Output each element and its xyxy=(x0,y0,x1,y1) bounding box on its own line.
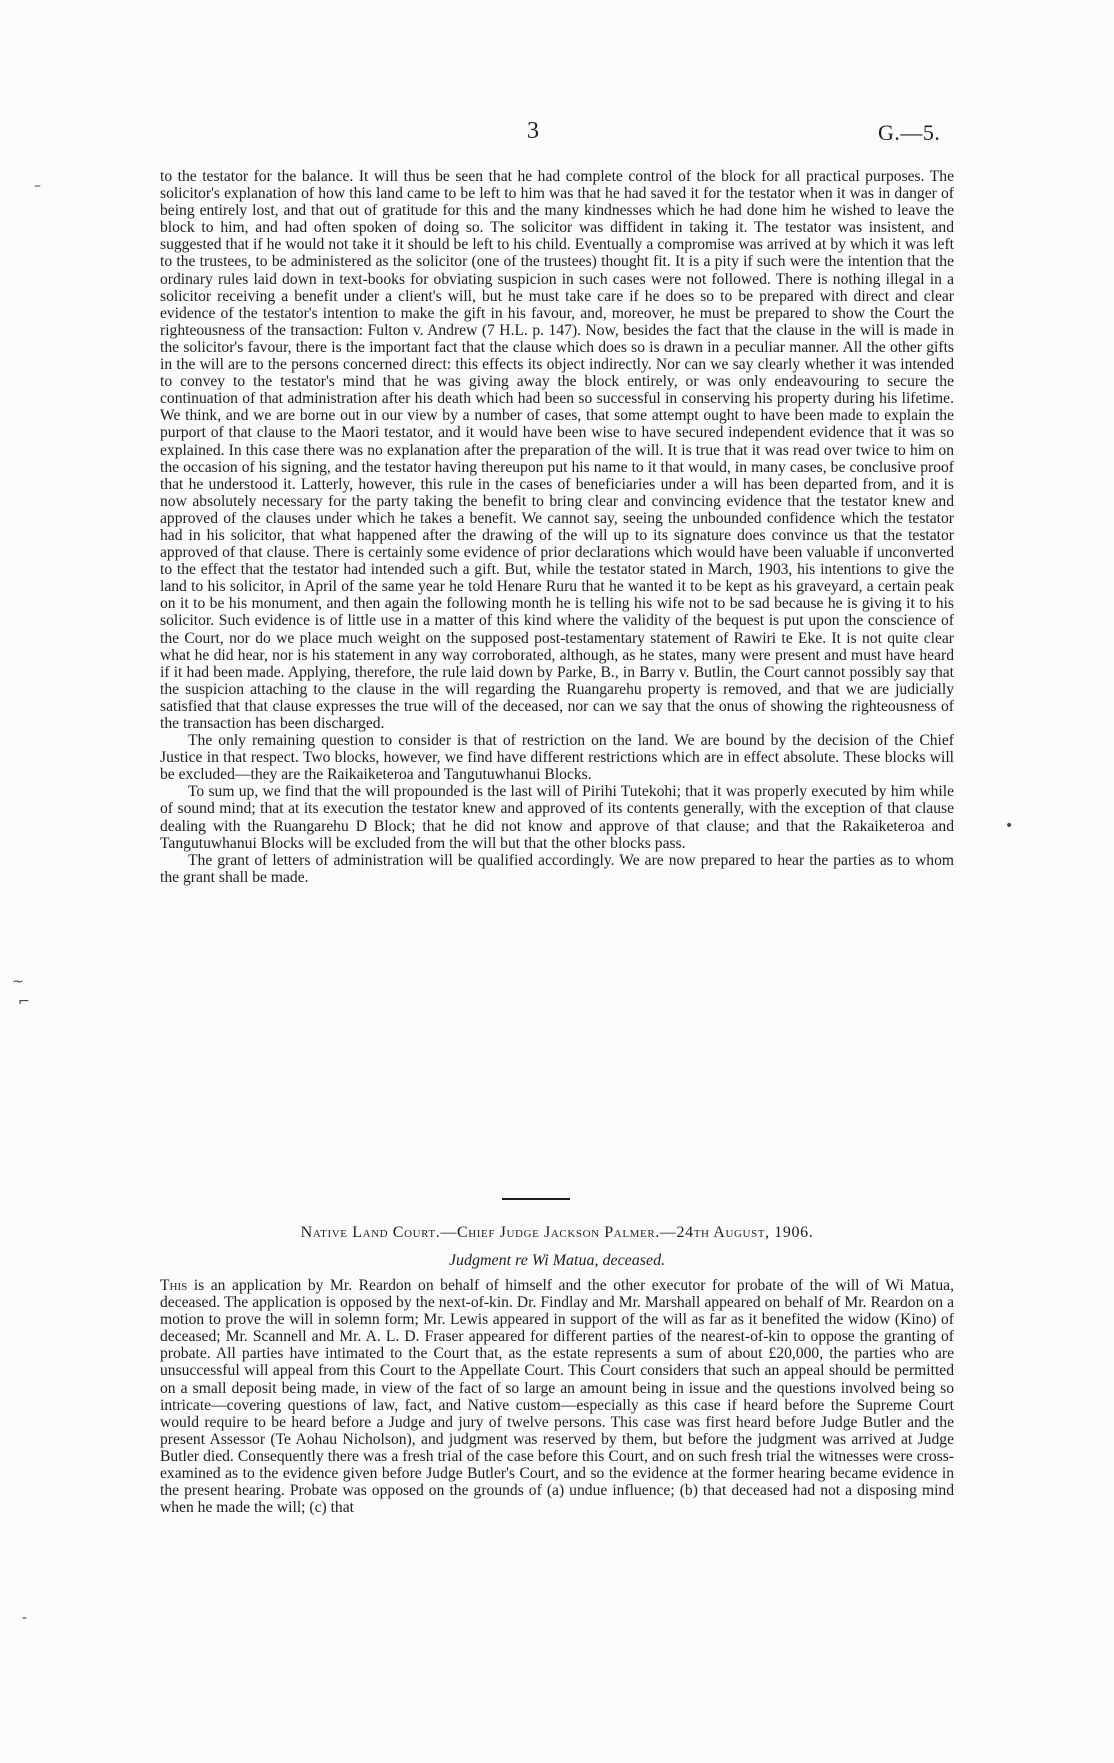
page-number: 3 xyxy=(527,118,539,144)
margin-mark: • xyxy=(1005,818,1014,834)
judgment-body xyxy=(160,1277,954,1516)
margin-mark: – xyxy=(34,178,41,194)
paragraph xyxy=(160,1277,954,1516)
margin-mark: ~ xyxy=(12,974,24,990)
paragraph-text: is an application by Mr. Reardon on behalf of himself and the other executor for probate of the will of Wi Matua, deceased. The application is opposed by the next-of-kin. Dr. Findlay and Mr. Marshall appeared on behalf of Mr. Reardon on a motion to prove the will in solemn form; Mr. Lewis appeared in support of the will as far as it benefited the widow (Kino) of deceased; Mr. Scannell and Mr. A. L. D. Fraser appeared for different parties of the nearest-of-kin to oppose the granting of probate. All parties have intimated to the Court that, as the estate represents a sum of about £20,000, the parties who are unsuccessful will appeal from this Court to the Appellate Court. This Court considers that such an appeal should be permitted on a small deposit being made, in view of the fact of so large an amount being in issue and the questions involved being so intricate—covering questions of law, fact, and Native custom—especially as this case if heard before the Supreme Court would require to be heard before a Judge and jury of twelve persons. This case was first heard before Judge Butler and the present Assessor (Te Aohau Nicholson), and judgment was reserved by them, but before the judgment was arrived at Judge Butler died. Consequently there was a fresh trial of the case before this Court, and on such fresh trial the witnesses were cross-examined as to the evidence given before Judge Butler's Court, and so the evidence at the former hearing became evidence in the present hearing. Probate was opposed on the grounds of (a) undue influence; (b) that deceased had not a disposing mind when he made the will; (c) that xyxy=(160,1277,955,1517)
section-divider xyxy=(502,1198,570,1200)
lead-word: This xyxy=(160,1277,188,1294)
judgment-continuation xyxy=(160,168,954,886)
margin-mark: ⌐ xyxy=(18,994,30,1010)
document-reference: G.—5. xyxy=(878,120,941,145)
paragraph: The only remaining question to consider is that of restriction on the land. We are bound by the decision of the Chief Justice in that respect. Two blocks, however, we find have different restrictions which are in effect absolute. These blocks will be excluded—they are the Raikaiketeroa and Tangutuwhanui Blocks. xyxy=(160,732,954,784)
margin-mark: - xyxy=(22,1610,28,1626)
paragraph: To sum up, we find that the will propounded is the last will of Pirihi Tutekohi; that it was properly executed by him while of sound mind; that at its execution the testator knew and approved of its contents generally, with the exception of that clause dealing with the Ruangarehu D Block; that he did not know and approve of that clause; and that the Rakaiketeroa and Tangutuwhanui Blocks will be excluded from the will but that the other blocks pass. xyxy=(160,783,954,852)
paragraph: The grant of letters of administration will be qualified accordingly. We are now prepared to hear the parties as to whom the grant shall be made. xyxy=(160,851,954,886)
judgment-title: Judgment re Wi Matua, deceased. xyxy=(448,1252,666,1269)
court-heading: Native Land Court.—Chief Judge Jackson Palmer.—24th August, 1906. xyxy=(300,1224,814,1241)
paragraph: to the testator for the balance. It will thus be seen that he had complete control of the block for all practical purposes. The solicitor's explanation of how this land came to be left to him was that he had saved it for the testator when it was in danger of being entirely lost, and that out of gratitude for this and the many kindnesses which he had done him he wished to leave the block to him, and had often spoken of doing so. The solicitor was diffident in taking it. The testator was insistent, and suggested that if he would not take it it should be left to his child. Eventually a compromise was arrived at by which it was left to the trustees, to be administered as the solicitor (one of the trustees) thought fit. It is a pity if such were the intention that the ordinary rules laid down in text-books for obviating suspicion in such cases were not followed. There is nothing illegal in a solicitor receiving a benefit under a client's will, but he must take care if he does so to be prepared with direct and clear evidence of the testator's intention to make the gift in his favour, and, moreover, he must be prepared to show the Court the righteousness of the transaction: Fulton v. Andrew (7 H.L. p. 147). Now, besides the fact that the clause in the will is made in the solicitor's favour, there is the important fact that the clause which does so is drawn in a peculiar manner. All the other gifts in the will are to the persons concerned direct: this effects its object indirectly. Nor can we say clearly whether it was intended to convey to the testator's mind that he was giving away the block entirely, or was only endeavouring to secure the continuation of that administration after his death which had been so successful in conserving his property during his lifetime. We think, and we are borne out in our view by a number of cases, that some attempt ought to have been made to explain the purport of that clause to the Maori testator, and it would have been wise to have secured independent evidence that it was so explained. In this case there was no explanation after the preparation of the will. It is true that it was read over twice to him on the occasion of his signing, and the testator having thereupon put his name to it that would, in many cases, be conclusive proof that he understood it. Latterly, however, this rule in the cases of beneficiaries under a will has been departed from, and it is now absolutely necessary for the party taking the benefit to bring clear and convincing evidence that the testator knew and approved of the clauses under which he takes a benefit. We cannot say, seeing the unbounded confidence which the testator had in his solicitor, that what happened after the drawing of the will up to its signature does convince us that the testator approved of that clause. There is certainly some evidence of prior declarations which would have been valuable if unconverted to the effect that the testator had intended such a gift. But, while the testator stated in March, 1903, his intentions to give the land to his solicitor, in April of the same year he told Henare Ruru that he wanted it to be kept as his graveyard, a certain peak on it to be his monument, and then again the following month he is telling his wife not to be sad because he is giving it to his solicitor. Such evidence is of little use in a matter of this kind where the validity of the bequest is put upon the conscience of the Court, nor do we place much weight on the supposed post-testamentary statement of Rawiri te Eke. It is not quite clear what he did hear, nor is his statement in any way corroborated, although, as he states, many were present and must have heard if it had been made. Applying, therefore, the rule laid down by Parke, B., in Barry v. Butlin, the Court cannot possibly say that the suspicion attaching to the clause in the will regarding the Ruangarehu property is removed, and that we are judicially satisfied that that clause expresses the true will of the deceased, nor can we say that the onus of showing the righteousness of the transaction has been discharged. xyxy=(160,168,954,732)
